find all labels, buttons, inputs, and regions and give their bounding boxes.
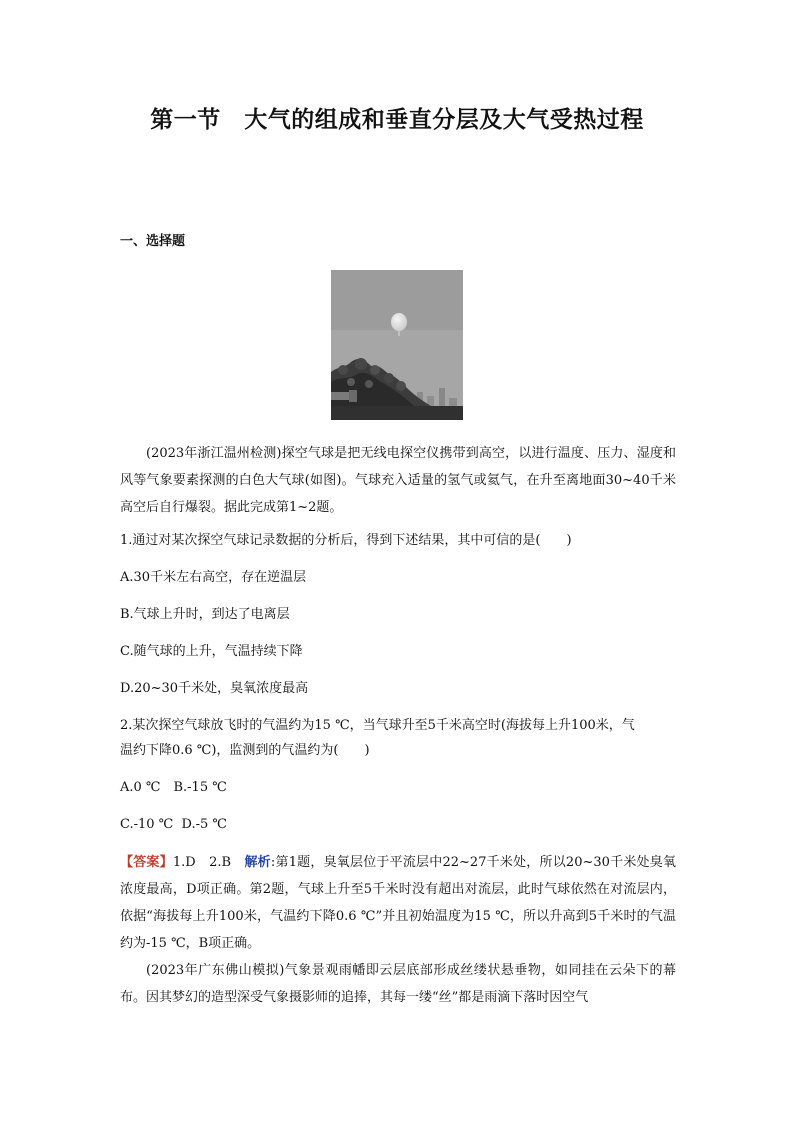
answer-block <box>120 849 676 957</box>
question-2-options-line-2: C.-10 ℃ D.-5 ℃ <box>120 817 227 832</box>
answer-tag: 【答案】 <box>120 855 173 870</box>
question-1-option-c: C.随气球的上升，气温持续下降 <box>120 644 303 659</box>
weather-balloon-photo <box>331 270 463 420</box>
answer-values: 1.D 2.B <box>172 855 245 870</box>
question-2-stem-line-1: 2.某次探空气球放飞时的气温约为15 ℃，当气球升至5千米高空时(海拔每上升100米，气 <box>120 718 635 733</box>
intro-paragraph-1: (2023年浙江温州检测)探空气球是把无线电探空仪携带到高空，以进行温度、压力、湿度和风等气象要素探测的白色大气球(如图)。气球充入适量的氢气或氦气，在升至离地面30~40千米高空后自行爆裂。据此完成第1~2题。 <box>120 446 676 515</box>
question-1-option-b: B.气球上升时，到达了电离层 <box>120 607 290 622</box>
analysis-tag: 解析 <box>244 855 271 870</box>
weather-balloon-image-icon <box>331 270 463 420</box>
question-1-stem: 1.通过对某次探空气球记录数据的分析后，得到下述结果，其中可信的是( ) <box>120 533 572 548</box>
question-2-stem-line-2: 温约下降0.6 ℃)，监测到的气温约为( ) <box>120 743 370 758</box>
intro-paragraph-2: (2023年广东佛山模拟)气象景观雨幡即云层底部形成丝缕状悬垂物，如同挂在云朵下的幕布。因其梦幻的造型深受气象摄影师的追捧，其每一缕“丝”都是雨滴下落时因空气 <box>120 963 676 1005</box>
question-2-options-line-1: A.0 ℃ B.-15 ℃ <box>120 780 227 795</box>
question-1-option-d: D.20~30千米处，臭氧浓度最高 <box>120 681 309 696</box>
question-1-option-a: A.30千米左右高空，存在逆温层 <box>120 570 307 585</box>
section-heading: 一、选择题 <box>120 234 186 249</box>
analysis-text: :第1题，臭氧层位于平流层中22~27千米处，所以20~30千米处臭氧浓度最高，D项正确。第2题，气球上升至5千米时没有超出对流层，此时气球依然在对流层内，依据“海拔每上升100米，气温约下降0.6 ℃”并且初始温度为15 ℃，所以升高到5千米时的气温约为-15 ℃，B项正确。 <box>120 855 676 951</box>
page-title: 第一节 大气的组成和垂直分层及大气受热过程 <box>150 107 644 133</box>
